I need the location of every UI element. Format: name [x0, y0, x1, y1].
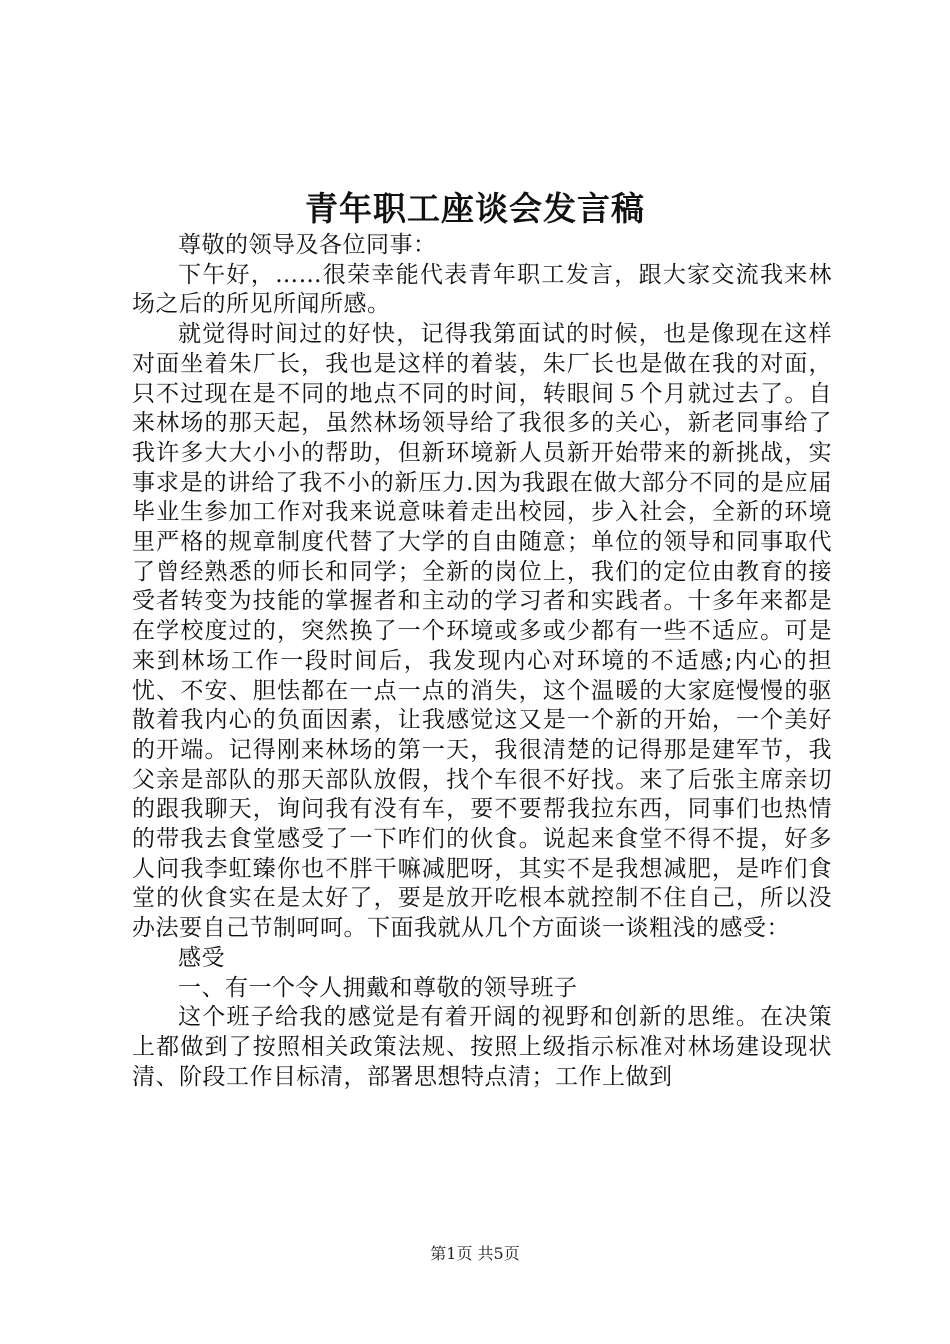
document-body	[132, 231, 832, 1092]
section-heading: 感受	[178, 944, 225, 971]
document-title: 青年职工座谈会发言稿	[305, 189, 645, 228]
subsection-heading: 一、有一个令人拥戴和尊敬的领导班子	[178, 974, 578, 1001]
salutation-paragraph: 尊敬的领导及各位同事：	[178, 232, 437, 258]
main-paragraph: 就觉得时间过的好快，记得我第面试的时候，也是像现在这样对面坐着朱厂长，我也是这样的着装，朱厂长也是做在我的对面，只不过现在是不同的地点不同的时间，转眼间５个月就过去了。自来林场的那天起，虽然林场领导给了我很多的关心，新老同事给了我许多大大小小的帮助，但新环境新人员新开始带来的新挑战，实事求是的讲给了我不小的新压力.因为我跟在做大部分不同的是应届毕业生参加工作对我来说意味着走出校园，步入社会，全新的环境里严格的规章制度代替了大学的自由随意；单位的领导和同事取代了曾经熟悉的师长和同学；全新的岗位上，我们的定位由教育的接受者转变为技能的掌握者和主动的学习者和实践者。十多年来都是在学校度过的，突然换了一个环境或多或少都有一些不适应。可是来到林场工作一段时间后，我发现内心对环境的不适感;内心的担忧、不安、胆怯都在一点一点的消失，这个温暖的大家庭慢慢的驱散着我内心的负面因素，让我感觉这又是一个新的开始，一个美好的开端。记得刚来林场的第一天，我很清楚的记得那是建军节，我父亲是部队的那天部队放假，找个车很不好找。来了后张主席亲切的跟我聊天，询问我有没有车，要不要帮我拉东西，同事们也热情的带我去食堂感受了一下咋们的伙食。说起来食堂不得不提，好多人问我李虹臻你也不胖干嘛减肥呀，其实不是我想减肥，是咋们食堂的伙食实在是太好了，要是放开吃根本就控制不住自己，所以没办法要自己节制呵呵。下面我就从几个方面谈一谈粗浅的感受：	[132, 321, 832, 942]
page-footer: 第1页 共5页	[430, 1244, 520, 1263]
greeting-paragraph: 下午好，……很荣幸能代表青年职工发言，跟大家交流我来林场之后的所见所闻所感。	[132, 261, 832, 318]
leadership-paragraph: 这个班子给我的感觉是有着开阔的视野和创新的思维。在决策上都做到了按照相关政策法规、按照上级指示标准对林场建设现状清、阶段工作目标清，部署思想特点清；工作上做到	[132, 1004, 832, 1090]
